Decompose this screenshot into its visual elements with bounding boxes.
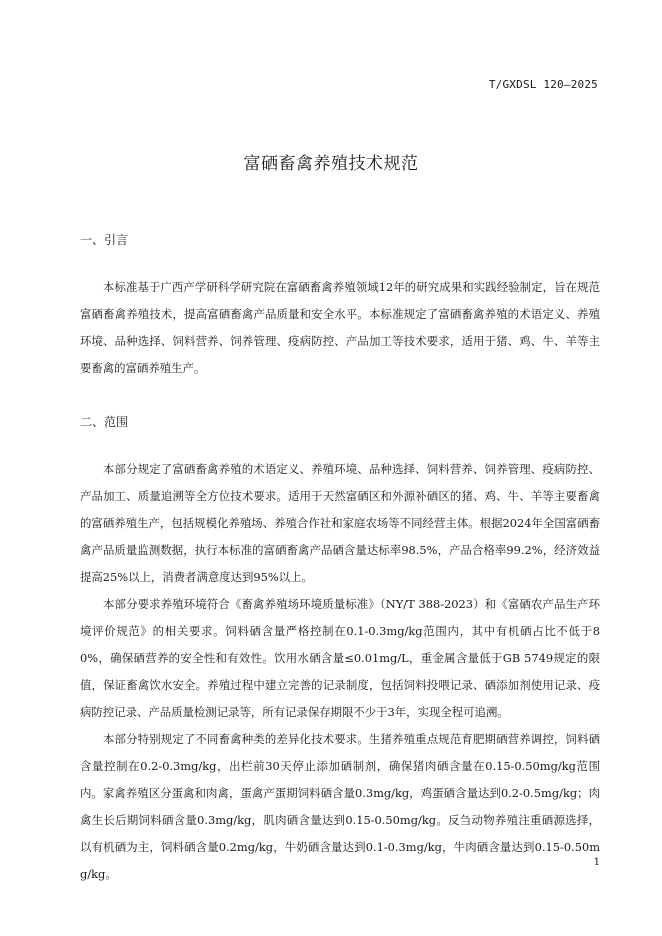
introduction-body (80, 274, 600, 382)
paragraph: 本部分要求养殖环境符合《畜禽养殖场环境质量标准》（NY/T 388-2023）和《富硒农产品生产环境评价规范》的相关要求。饲料硒含量严格控制在0.1-0.3mg/kg范围内，其中有机硒占比不低于80%，确保硒营养的安全性和有效性。饮用水硒含量≤0.01mg/L，重金属含量低于GB 5749规定的限值，保证畜禽饮水安全。养殖过程中建立完善的记录制度，包括饲料投喂记录、硒添加剂使用记录、疫病防控记录、产品质量检测记录等，所有记录保存期限不少于3年，实现全程可追溯。 (80, 597, 600, 719)
paragraph: 本标准基于广西产学研科学研究院在富硒畜禽养殖领域12年的研究成果和实践经验制定，旨在规范富硒畜禽养殖技术，提高富硒畜禽产品质量和安全水平。本标准规定了富硒畜禽养殖的术语定义、养殖环境、品种选择、饲料营养、饲养管理、疫病防控、产品加工等技术要求，适用于猪、鸡、牛、羊等主要畜禽的富硒养殖生产。 (80, 280, 600, 375)
section-heading-introduction: 一、引言 (80, 233, 129, 247)
page-number: 1 (593, 857, 600, 868)
paragraph: 本部分特别规定了不同畜禽种类的差异化技术要求。生猪养殖重点规范育肥期硒营养调控，饲料硒含量控制在0.2-0.3mg/kg，出栏前30天停止添加硒制剂，确保猪肉硒含量在0.15-0.50mg/kg范围内。家禽养殖区分蛋禽和肉禽，蛋禽产蛋期饲料硒含量0.3mg/kg，鸡蛋硒含量达到0.2-0.5mg/kg；肉禽生长后期饲料硒含量0.3mg/kg，肌肉硒含量达到0.15-0.50mg/kg。反刍动物养殖注重硒源选择，以有机硒为主，饲料硒含量0.2mg/kg，牛奶硒含量达到0.1-0.3mg/kg，牛肉硒含量达到0.15-0.50mg/kg。 (80, 732, 600, 881)
document-title: 富硒畜禽养殖技术规范 (243, 154, 419, 174)
paragraph: 本部分规定了富硒畜禽养殖的术语定义、养殖环境、品种选择、饲料营养、饲养管理、疫病防控、产品加工、质量追溯等全方位技术要求。适用于天然富硒区和外源补硒区的猪、鸡、牛、羊等主要畜禽的富硒养殖生产，包括规模化养殖场、养殖合作社和家庭农场等不同经营主体。根据2024年全国富硒畜禽产品质量监测数据，执行本标准的富硒畜禽产品硒含量达标率98.5%，产品合格率99.2%，经济效益提高25%以上，消费者满意度达到95%以上。 (80, 462, 600, 584)
document-code: T/GXDSL 120—2025 (488, 78, 598, 91)
section-heading-scope: 二、范围 (80, 415, 129, 429)
scope-body (80, 456, 600, 888)
